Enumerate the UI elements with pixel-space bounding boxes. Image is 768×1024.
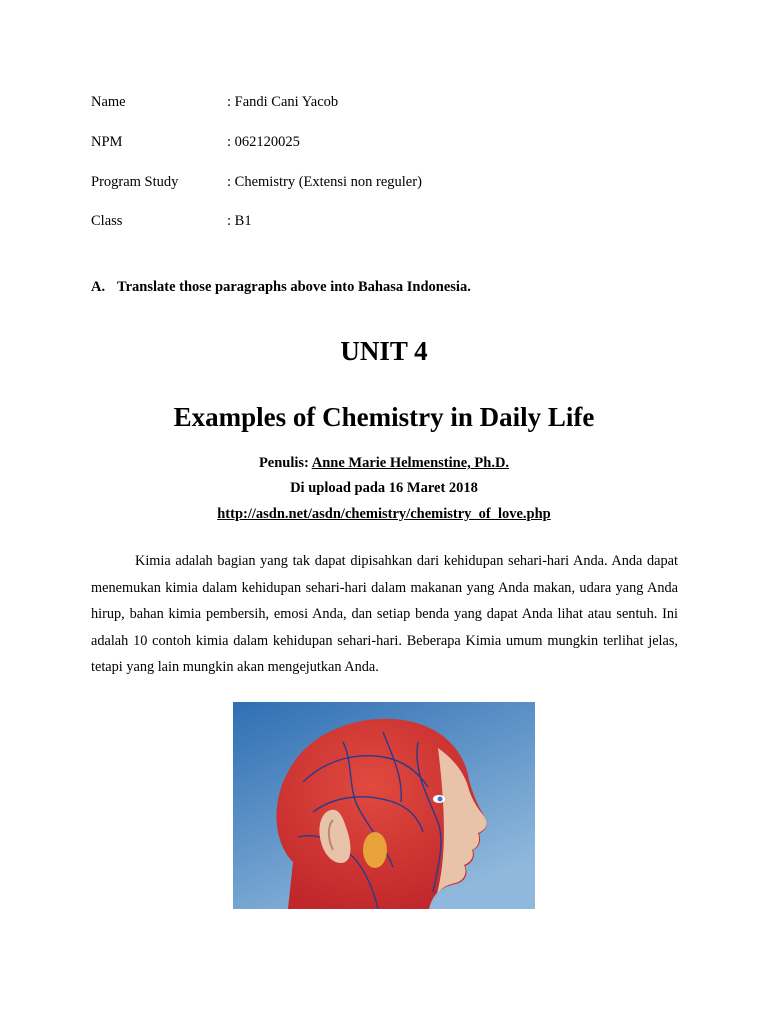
source-url-link[interactable]: http://asdn.net/asdn/chemistry/chemistry_of_love.php	[217, 506, 551, 522]
unit-title: UNIT 4	[340, 336, 428, 366]
article-title: Examples of Chemistry in Daily Life	[173, 402, 595, 432]
name-value: : Fandi Cani Yacob	[227, 94, 339, 110]
npm-label: NPM	[91, 134, 123, 150]
author-label: Penulis:	[258, 455, 309, 471]
eye-iris	[438, 797, 443, 802]
program-label: Program Study	[91, 174, 179, 190]
anatomy-head-illustration	[233, 702, 535, 909]
instruction-text: Translate those paragraphs above into Bahasa Indonesia.	[117, 279, 471, 295]
npm-value: : 062120025	[227, 134, 300, 150]
anatomy-head-figure	[233, 702, 535, 909]
class-label: Class	[91, 213, 123, 229]
upload-date: Di upload pada 16 Maret 2018	[290, 480, 478, 496]
instruction-letter: A.	[91, 279, 106, 295]
program-value: : Chemistry (Extensi non reguler)	[227, 174, 422, 190]
instruction	[91, 279, 471, 296]
parotid-gland	[363, 832, 387, 868]
author-line	[0, 454, 768, 472]
class-value: : B1	[227, 213, 252, 229]
article-paragraph: Kimia adalah bagian yang tak dapat dipisahkan dari kehidupan sehari-hari Anda. Anda dapat menemukan kimia dalam kehidupan sehari-hari dalam makanan yang Anda makan, udara yang Anda hirup, bahan kimia pembersih, emosi Anda, dan setiap benda yang dapat Anda lihat atau sentuh. Ini adalah 10 contoh kimia dalam kehidupan sehari-hari. Beberapa Kimia umum mungkin terlihat jelas, tetapi yang lain mungkin akan mengejutkan Anda.	[91, 553, 678, 675]
author-link[interactable]: Anne Marie Helmenstine, Ph.D.	[311, 455, 510, 471]
name-label: Name	[91, 94, 126, 110]
